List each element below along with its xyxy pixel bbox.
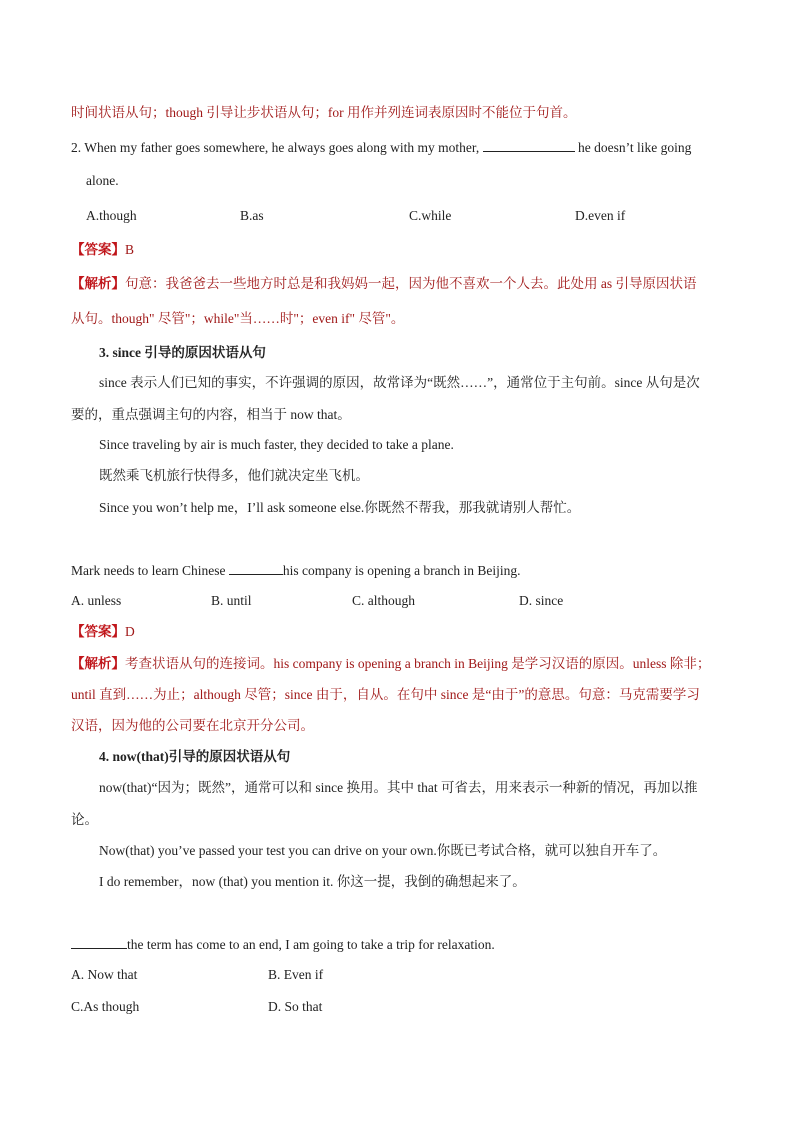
question-4-stem: [71, 935, 724, 954]
analysis-text: 句意：我爸爸去一些地方时总是和我妈妈一起，因为他不喜欢一个人去。此处用 as 引导原因状语: [125, 276, 697, 291]
section-4-heading: 4. now(that)引导的原因状语从句: [99, 749, 291, 764]
question-3-option-c: C. although: [352, 593, 415, 608]
analysis-text: 考查状语从句的连接词。his company is opening a branch in Beijing 是学习汉语的原因。unless 除非；: [125, 656, 711, 671]
question-2-stem-part-a: 2. When my father goes somewhere, he always goes along with my mother,: [71, 140, 480, 155]
question-3-answer: [71, 623, 724, 641]
section-3-heading: 3. since 引导的原因状语从句: [99, 345, 266, 360]
question-3-stem: [71, 561, 724, 580]
answer-tag: 【答案】: [71, 624, 125, 639]
question-4-stem-text: the term has come to an end, I am going to take a trip for relaxation.: [127, 937, 495, 952]
answer-value: B: [125, 242, 135, 257]
section-4-example-2: I do remember，now (that) you mention it. 你这一提，我倒的确想起来了。: [99, 874, 526, 889]
question-2-option-b: B.as: [240, 208, 264, 223]
question-2-stem-line2: alone.: [86, 173, 119, 188]
question-2-answer: [71, 241, 724, 259]
answer-tag: 【答案】: [71, 242, 125, 257]
answer-blank: [229, 561, 283, 575]
section-4-desc-line1: now(that)“因为；既然”，通常可以和 since 换用。其中 that 可省去，用来表示一种新的情况，再加以推: [99, 780, 698, 795]
question-3-stem-part-a: Mark needs to learn Chinese: [71, 563, 226, 578]
question-4-option-a: A. Now that: [71, 967, 138, 982]
question-4-option-b: B. Even if: [268, 967, 324, 982]
analysis-tag: 【解析】: [71, 276, 125, 291]
question-4-option-d: D. So that: [268, 999, 323, 1014]
question-2-option-a: A.though: [86, 208, 137, 223]
answer-blank: [71, 935, 127, 949]
answer-blank: [483, 138, 575, 152]
question-2-option-c: C.while: [409, 208, 452, 223]
section-3-example-2: Since you won’t help me，I’ll ask someone else.你既然不帮我，那我就请别人帮忙。: [99, 500, 581, 515]
section-3-desc-line1: since 表示人们已知的事实，不许强调的原因，故常译为“既然……”，通常位于主句前。since 从句是次: [99, 375, 700, 390]
section-4-example-1: Now(that) you’ve passed your test you can drive on your own.你既已考试合格，就可以独自开车了。: [99, 843, 667, 858]
question-3-analysis-line2: until 直到……为止；although 尽管；since 由于，自从。在句中 since 是“由于”的意思。句意：马克需要学习: [71, 687, 700, 702]
question-3-analysis-line1: [71, 655, 724, 673]
question-2-option-d: D.even if: [575, 208, 626, 223]
analysis-tag: 【解析】: [71, 656, 125, 671]
question-2-stem-part-b: he doesn’t like going: [577, 140, 692, 155]
question-2-analysis-line1: [71, 275, 724, 293]
question-2-analysis-line2: 从句。though" 尽管"；while"当……时"；even if" 尽管"。: [71, 311, 405, 326]
section-4-desc-line2: 论。: [71, 812, 98, 827]
section-3-example-1-en: Since traveling by air is much faster, they decided to take a plane.: [99, 437, 454, 452]
answer-value: D: [125, 624, 135, 639]
question-3-option-a: A. unless: [71, 593, 122, 608]
question-3-stem-part-b: his company is opening a branch in Beijing.: [282, 563, 521, 578]
question-4-option-c: C.As though: [71, 999, 140, 1014]
question-3-analysis-line3: 汉语，因为他的公司要在北京开分公司。: [71, 718, 314, 733]
question-3-option-d: D. since: [519, 593, 564, 608]
question-3-option-b: B. until: [211, 593, 252, 608]
section-3-example-1-cn: 既然乘飞机旅行快得多，他们就决定坐飞机。: [99, 468, 369, 483]
analysis-continuation: 时间状语从句；though 引导让步状语从句；for 用作并列连词表原因时不能位于句首。: [71, 105, 577, 120]
question-2-stem-line1: [71, 138, 724, 157]
section-3-desc-line2: 要的，重点强调主句的内容，相当于 now that。: [71, 407, 351, 422]
